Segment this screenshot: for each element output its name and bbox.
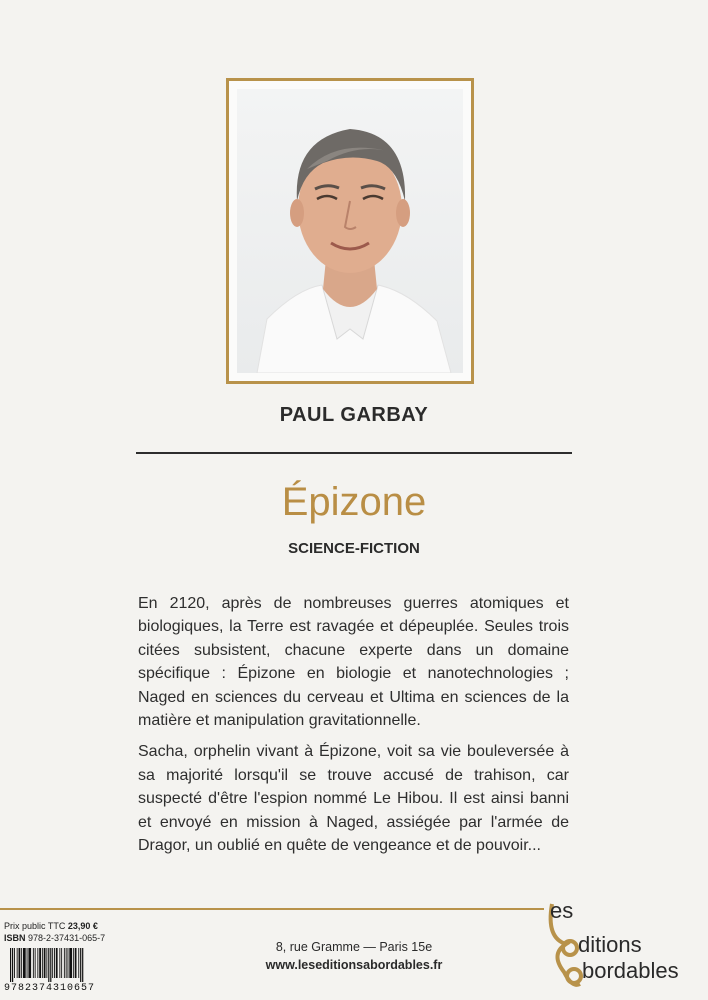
logo-text-line2: ditions — [578, 932, 642, 957]
publisher-address-block — [240, 938, 468, 974]
blurb-paragraph-1: En 2120, après de nombreuses guerres atomiques et biologiques, la Terre est ravagée et dépeuplée. Seules trois citées subsistent, chacune experte dans un domaine spécifique : Épizone en biologie et nanotechnologies ; Naged en sciences du cerveau et Ultima en sciences de la matière et manipulation gravitationnelle. — [138, 595, 569, 730]
isbn-line — [4, 932, 105, 944]
book-genre: SCIENCE-FICTION — [288, 540, 420, 557]
book-title: Épizone — [281, 480, 427, 524]
publisher-address: 8, rue Gramme — Paris 15e — [275, 940, 433, 954]
author-photo — [237, 89, 463, 373]
logo-text-line1: es — [550, 898, 574, 923]
author-portrait-illustration — [237, 89, 463, 373]
barcode-number: 9782374310657 — [4, 983, 96, 994]
footer-gold-line — [0, 908, 544, 910]
blurb-paragraph-2: Sacha, orphelin vivant à Épizone, voit sa vie bouleversée à sa majorité lorsqu'il se trouve accusé de trahison, car suspecté d'être l'espion nommé Le Hibou. Il est ainsi banni et envoyé en mission à Naged, assiégée par l'armée de Dragor, un oublié en quête de vengeance et de pouvoir... — [138, 743, 569, 855]
barcode-icon — [4, 948, 138, 982]
publisher-website[interactable]: www.leseditionsabordables.fr — [265, 958, 443, 972]
isbn-label: ISBN — [4, 933, 26, 943]
price-value: 23,90 € — [67, 921, 98, 931]
price-line — [4, 920, 105, 932]
divider-rule — [136, 452, 572, 454]
barcode — [4, 948, 138, 996]
author-photo-frame — [226, 78, 474, 384]
isbn-value: 978-2-37431-065-7 — [28, 933, 106, 943]
blurb — [138, 592, 569, 865]
author-name: PAUL GARBAY — [279, 404, 429, 426]
publisher-logo — [540, 898, 700, 993]
price-label: Prix public TTC — [4, 921, 66, 931]
logo-text-line3: bordables — [582, 958, 679, 983]
price-isbn-block — [4, 920, 105, 944]
